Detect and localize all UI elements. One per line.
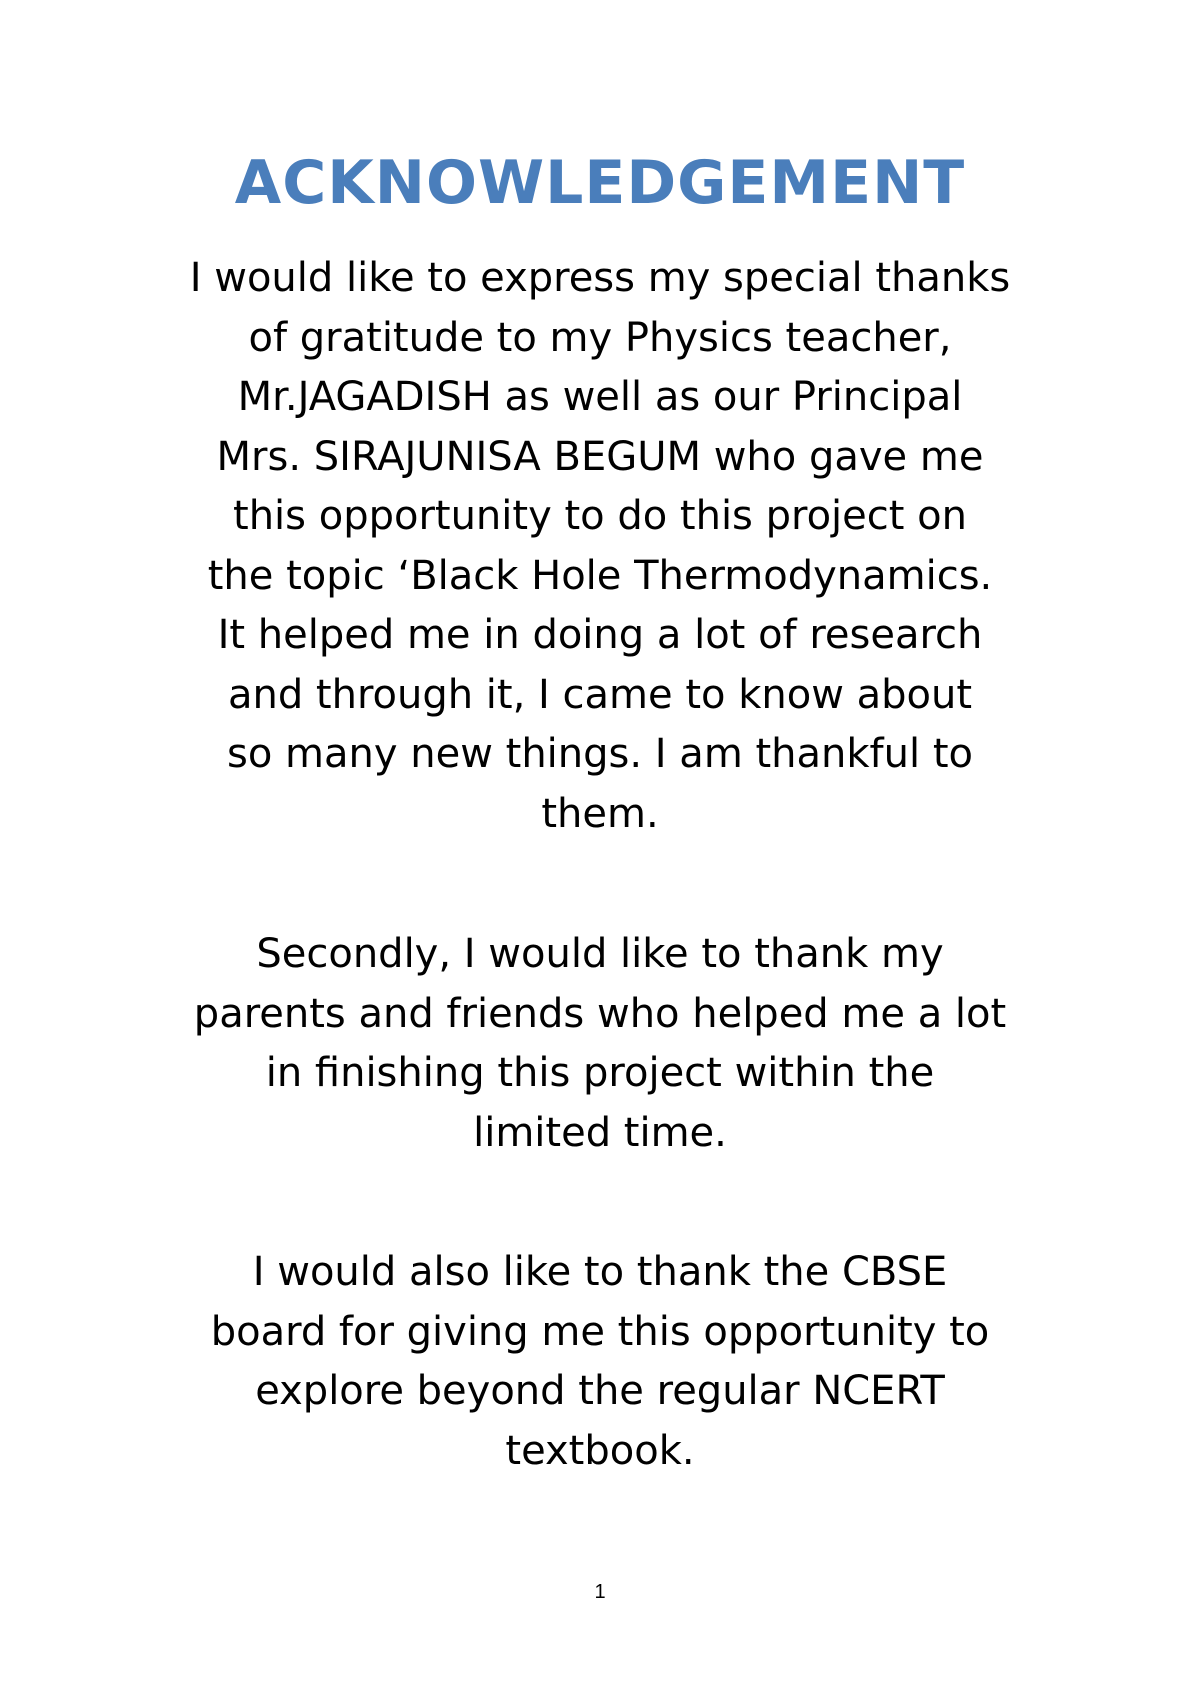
paragraph-line: I would like to express my special thanks <box>189 255 1011 301</box>
paragraph-line: and through it, I came to know about <box>227 671 973 718</box>
paragraph-line: in finishing this project within the <box>265 1050 935 1096</box>
page-number: 1 <box>594 1581 606 1603</box>
paragraph-line: Mr.JAGADISH as well as our Principal <box>237 374 963 420</box>
paragraph-line: them. <box>541 790 659 837</box>
paragraph-line: Mrs. SIRAJUNISA BEGUM who gave me <box>216 433 984 480</box>
paragraph-line: of gratitude to my Physics teacher, <box>248 314 952 361</box>
paragraph-cbse <box>0 1243 1200 1481</box>
paragraph-line: board for giving me this opportunity to <box>210 1308 990 1355</box>
paragraph-line: Secondly, I would like to thank my <box>256 931 944 977</box>
paragraph-parents-friends <box>0 925 1200 1163</box>
paragraph-line: the topic ‘Black Hole Thermodynamics. <box>207 552 993 599</box>
paragraph-gratitude <box>0 249 1200 844</box>
paragraph-line: this opportunity to do this project on <box>233 493 967 539</box>
paragraph-line: I would also like to thank the CBSE <box>252 1249 948 1295</box>
paragraph-line: parents and friends who helped me a lot <box>193 990 1007 1037</box>
paragraph-line: limited time. <box>473 1109 727 1156</box>
page-title: ACKNOWLEDGEMENT <box>234 148 966 218</box>
paragraph-line: It helped me in doing a lot of research <box>217 612 983 658</box>
paragraph-line: so many new things. I am thankful to <box>227 731 973 777</box>
paragraph-line: textbook. <box>505 1427 695 1474</box>
paragraph-line: explore beyond the regular NCERT <box>255 1368 945 1414</box>
